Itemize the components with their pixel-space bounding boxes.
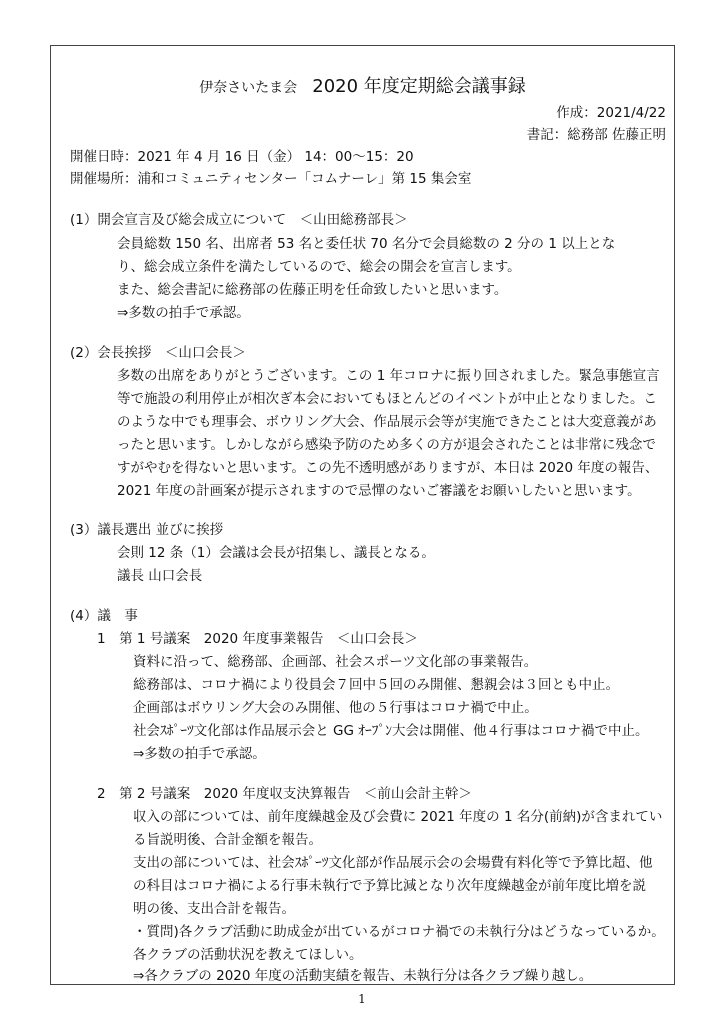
section-3-line: 会則 12 条（1）会議は会長が招集し、議長となる。 [117, 545, 435, 561]
section-2-heading: (2）会長挨拶 ＜山口会長＞ [70, 345, 246, 361]
agenda-item-2-line: 各クラブの活動状況を教えてほしい。 [133, 947, 363, 963]
agenda-item-1-heading: 1 第 1 号議案 2020 年度事業報告 ＜山口会長＞ [97, 631, 418, 647]
section-2-line: 多数の出席をありがとうございます。この 1 年コロナに振り回されました。緊急事態宣言 [117, 368, 660, 384]
section-4-heading: (4）議 事 [70, 608, 138, 624]
agenda-item-1-line: 企画部はボウリング大会のみ開催、他の５行事はコロナ禍で中止。 [133, 700, 538, 716]
agenda-item-1-line: ⇒多数の拍手で承認。 [133, 746, 266, 762]
agenda-item-2-line: る旨説明後、合計金額を報告。 [133, 832, 322, 848]
recorder: 書記：総務部 佐藤正明 [526, 127, 666, 143]
agenda-item-2-line: 収入の部については、前年度繰越金及び会費に 2021 年度の 1 名分(前納)が含まれてい [133, 809, 663, 825]
section-1-line: ⇒多数の拍手で承認。 [117, 305, 250, 321]
section-1-line: り、総会成立条件を満たしているので、総会の開会を宣言します。 [117, 259, 521, 275]
section-1-line: 会員総数 150 名、出席者 53 名と委任状 70 名分で会員総数の 2 分の 1 以上とな [117, 236, 616, 252]
section-2-line: すがやむを得ないと思います。この先不透明感がありますが、本日は 2020 年度の報告、 [117, 460, 659, 476]
section-2-line: 等で施設の利用停止が相次ぎ本会においてもほとんどのイベントが中止となりました。こ [117, 391, 657, 407]
agenda-item-2-line: ⇒各クラブの 2020 年度の活動実績を報告、未執行分は各クラブ繰り越し。 [133, 968, 593, 984]
agenda-item-2-line: 明の後、支出合計を報告。 [133, 901, 295, 917]
page-number: 1 [358, 992, 366, 1006]
section-2-line: のような中でも理事会、ボウリング大会、作品展示会等が実施できたことは大変意義があ [117, 414, 657, 430]
agenda-item-2-line: の科目はコロナ禍による行事未執行で予算比減となり次年度繰越金が前年度比増を説 [133, 878, 646, 894]
agenda-item-2-line: ・質問)各クラブ活動に助成金が出ているがコロナ禍での未執行分はどうなっているか。 [133, 924, 665, 940]
section-2-line: 2021 年度の計画案が提示されますので忌憚のないご審議をお願いしたいと思います。 [117, 483, 641, 499]
organization-name: 伊奈さいたま会 [199, 80, 298, 96]
agenda-item-2-heading: 2 第 2 号議案 2020 年度収支決算報告 ＜前山会計主幹＞ [97, 786, 472, 802]
created-date: 作成：2021/4/22 [556, 105, 666, 121]
main-title: 2020 年度定期総会議事録 [312, 76, 526, 97]
agenda-item-1-line: 資料に沿って、総務部、企画部、社会スポーツ文化部の事業報告。 [133, 654, 538, 670]
section-2-line: ったと思います。しかしながら感染予防のため多くの方が退会されたことは非常に残念で [117, 437, 656, 453]
meeting-place: 開催場所：浦和コミュニティセンター「コムナーレ」第 15 集会室 [70, 171, 472, 187]
section-1-heading: (1）開会宣言及び総会成立について ＜山田総務部長＞ [70, 212, 408, 228]
section-3-heading: (3）議長選出 並びに挨拶 [70, 522, 224, 538]
agenda-item-2-line: 支出の部については、社会ｽﾎﾟｰﾂ文化部が作品展示会の会場費有料化等で予算比超、他 [133, 855, 653, 871]
section-3-line: 議長 山口会長 [117, 568, 203, 584]
document-title [50, 75, 675, 100]
section-1-line: また、総会書記に総務部の佐藤正明を任命致したいと思います。 [117, 282, 508, 298]
meeting-datetime: 開催日時：2021 年 4 月 16 日（金） 14：00～15：20 [70, 149, 414, 165]
agenda-item-1-line: 総務部は、コロナ禍により役員会７回中５回のみ開催、懇親会は３回とも中止。 [133, 677, 619, 693]
agenda-item-1-line: 社会ｽﾎﾟｰﾂ文化部は作品展示会と GG ｵｰﾌﾟﾝ大会は開催、他４行事はコロナ禍で中止。 [133, 723, 649, 739]
